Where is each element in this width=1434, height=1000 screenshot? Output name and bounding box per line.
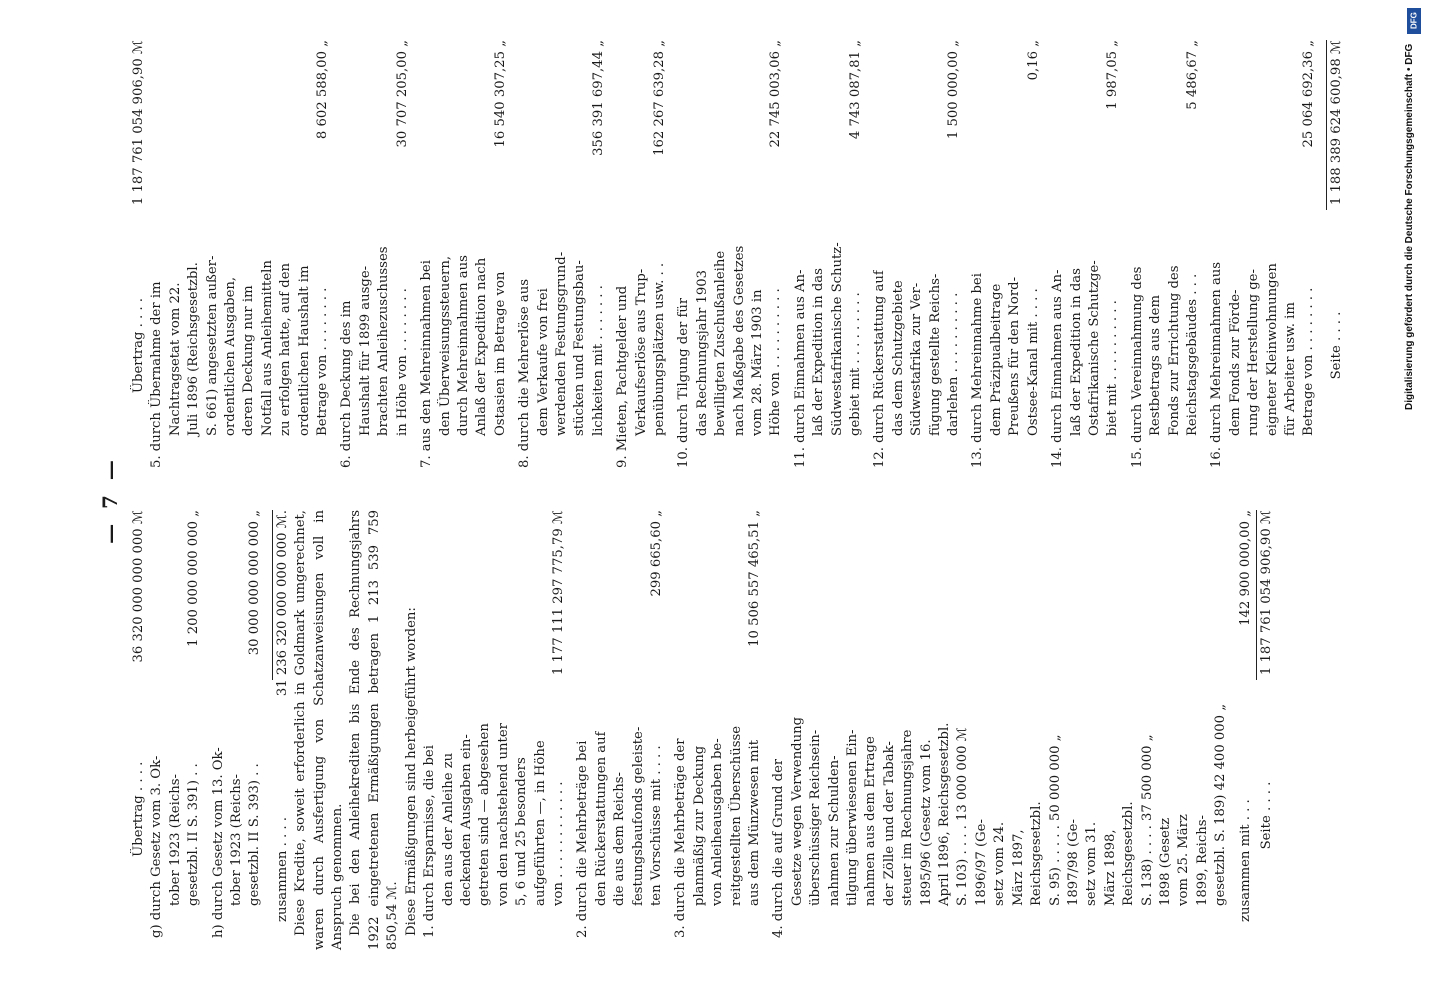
paragraph-caused-by: Diese Ermäßigungen sind herbeigeführt worden:: [403, 607, 419, 936]
paragraph-credits: Diese Kredite, soweit erforderlich in Goldmark umgerechnet, waren durch Ausfertigung von Schatzanweisungen voll in Anspruch genommen.: [293, 510, 346, 950]
entry-text: nach Maßgabe des Gesetzes: [731, 245, 747, 436]
list-item-4: [770, 510, 1236, 950]
entry-value: 8 602 588,00 „: [315, 40, 331, 140]
entry-line: [553, 40, 571, 480]
entry-text: Ostafrikanische Schutzge-: [1086, 260, 1102, 436]
dfg-notice: Digitalisierung gefördert durch die Deutsche Forschungsgemeinschaft • DFG: [1404, 44, 1415, 411]
entry-text: laß der Expedition in das: [811, 268, 827, 436]
entry-text: Nachtragsetat vom 22.: [167, 282, 183, 436]
right-carry-line: [130, 40, 148, 480]
together2-label: zusammen mit . . .: [1237, 799, 1253, 922]
entry-text: das Rechnungsjahr 1903: [694, 269, 710, 436]
entry-line: [1120, 510, 1138, 950]
entry-line: [1166, 40, 1184, 480]
entry-text: 1896/97 (Ge-: [973, 819, 989, 906]
entry-line: [918, 510, 936, 950]
entry-text: 4. durch die auf Grund der: [771, 758, 787, 938]
entry-line: [807, 510, 825, 950]
entry-line: [495, 510, 513, 950]
entry-value: 299 665,60 „: [648, 510, 664, 597]
entry-text: 11. durch Einnahmen aus An-: [792, 269, 808, 468]
entry-line: [1175, 510, 1193, 950]
entry-line: [1282, 40, 1300, 480]
right-list-item: [871, 40, 969, 480]
entry-text: fügung gestellte Reichs-: [927, 273, 943, 436]
entry-line: [1049, 40, 1067, 480]
together-line: [274, 510, 292, 950]
entry-text: bewilligten Zuschußanleihe: [713, 250, 729, 436]
entry-value: 25 064 692,36 „: [1301, 40, 1317, 148]
entry-text: März 1897,: [1010, 829, 1026, 906]
entry-text: 1897/98 (Ge-: [1065, 819, 1081, 906]
entry-line: [1010, 510, 1028, 950]
list-item-2: [574, 510, 672, 950]
entry-line: [973, 510, 991, 950]
entry-text: nahmen zur Schulden-: [826, 755, 842, 906]
entry-text: 5. durch Übernahme der im: [149, 281, 165, 468]
page-total-label: Seite . . . .: [1258, 781, 1274, 850]
entry-line: [767, 40, 785, 480]
entry-line: [357, 40, 375, 480]
entry-line: [222, 40, 240, 480]
left-column: [130, 510, 1276, 950]
entry-line: [770, 510, 788, 950]
entry-text: rung der Herstellung ge-: [1246, 269, 1262, 436]
entry-line: [421, 510, 439, 950]
entry-value: 1 987,05 „: [1105, 40, 1121, 110]
entry-text: ordentlichen Ausgaben,: [223, 276, 239, 436]
entry-text: März 1898,: [1102, 829, 1118, 906]
entry-line: [847, 40, 865, 480]
right-list-item: [614, 40, 675, 480]
entry-line: [246, 510, 264, 950]
entry-text: aufgeführten —, in Höhe: [532, 740, 548, 906]
entry-line: [532, 510, 550, 950]
entry-text: setz vom 24.: [992, 821, 1008, 906]
entry-text: 1899, Reichs-: [1194, 815, 1210, 906]
entry-line: [148, 40, 166, 480]
entry-text: Südwestafrikanische Schutz-: [829, 242, 845, 436]
entry-line: [394, 40, 412, 480]
entry-line: [792, 40, 810, 480]
entry-text: g) durch Gesetz vom 3. Ok-: [149, 755, 165, 938]
dfg-sidebar: [1394, 0, 1434, 1000]
entry-text: Gesetze wegen Verwendung: [789, 716, 805, 906]
entry-text: penübungsplätzen usw. . .: [651, 262, 667, 436]
entry-text: tober 1923 (Reichs-: [167, 774, 183, 906]
right-page-total-value: 1 188 389 624 600,98 ℳ: [1328, 40, 1344, 206]
carry-value: 36 320 000 000 000 ℳ: [131, 510, 146, 663]
entry-line: [988, 40, 1006, 480]
entry-text: Reichstagsgebäudes . . .: [1184, 273, 1200, 436]
entry-line: [296, 40, 314, 480]
entry-line: [844, 510, 862, 950]
entry-text: getreten sind — abgesehen: [477, 723, 493, 906]
entry-text: gesetzbl. II S. 391) . .: [186, 763, 202, 906]
list-item-3: [672, 510, 770, 950]
entry-line: [535, 40, 553, 480]
entry-text: den Überweisungssteuern,: [437, 255, 453, 436]
entry-value: 10 506 557 465,51 „: [747, 510, 762, 647]
entry-value: 5 486,67 „: [1184, 40, 1200, 110]
entry-line: [936, 510, 954, 950]
entry-text: überschüssiger Reichsein-: [808, 729, 824, 906]
entry-line: [418, 40, 436, 480]
entry-line: [148, 510, 166, 950]
entry-text: deckenden Ausgaben ein-: [458, 734, 474, 906]
entry-line: [1083, 510, 1101, 950]
entry-line: [954, 510, 972, 950]
entry-text: gebiet mit . . . . . . . . .: [848, 292, 864, 436]
entry-line: [1104, 40, 1122, 480]
entry-text: deren Deckung nur im: [241, 285, 257, 436]
entry-text: biet mit . . . . . . . . . .: [1105, 300, 1121, 436]
entry-line: [899, 510, 917, 950]
carry-line: [130, 510, 148, 950]
entry-line: [513, 510, 531, 950]
entry-line: [228, 510, 246, 950]
entry-text: zu erfolgen hatte, auf den: [278, 262, 294, 436]
scanned-page: [50, 20, 1350, 980]
entry-line: [492, 40, 510, 480]
entry-line: [204, 40, 222, 480]
entry-line: [672, 510, 690, 950]
right-list-item: [1129, 40, 1209, 480]
together-label: zusammen . . . .: [274, 817, 290, 922]
entry-line: [1157, 510, 1175, 950]
entry-line: [871, 40, 889, 480]
entry-text: den aus der Anleihe zu: [440, 752, 456, 906]
entry-line: [829, 40, 847, 480]
entry-line: [516, 40, 534, 480]
entry-text: 6. durch Deckung des im: [339, 300, 355, 468]
entry-text: werdenden Festungsgrund-: [553, 251, 569, 436]
entry-value: 30 000 000 000 000 „: [247, 510, 263, 656]
entry-line: [614, 40, 632, 480]
entry-text: Ostasien im Betrage von: [492, 271, 508, 436]
entry-line: [789, 510, 807, 950]
entry-text: für Arbeiter usw. im: [1282, 302, 1298, 436]
entry-value: 1 177 111 297 775,79 ℳ: [550, 510, 566, 676]
entry-line: [694, 40, 712, 480]
together2-value: 142 900 000,00 „: [1237, 510, 1253, 626]
entry-text: April 1896, Reichsgesetzbl.: [937, 722, 953, 906]
entry-line: [473, 40, 491, 480]
entry-line: [550, 510, 568, 950]
entry-text: 1898 (Gesetz: [1157, 817, 1173, 906]
entry-text: 3. durch die Mehrbeträge der: [673, 738, 689, 938]
entry-text: planmäßig zur Deckung: [691, 745, 707, 906]
entry-text: laß der Expedition in das: [1068, 268, 1084, 436]
page-total-rule: [1256, 510, 1257, 680]
entry-text: durch Mehreinnahmen aus: [455, 255, 471, 436]
entry-text: Betrage von . . . . . . . .: [315, 287, 331, 436]
right-list-item: [1049, 40, 1129, 480]
entry-line: [1047, 510, 1065, 950]
entry-line: [1227, 40, 1245, 480]
entry-text: dem Präzipualbeitrage: [988, 283, 1004, 436]
entry-text: von Anleiheausgaben be-: [710, 738, 726, 906]
right-carry-label: Übertrag . . . .: [131, 298, 146, 394]
entry-value: 22 745 003,06 „: [768, 40, 784, 148]
sum-rule: [272, 510, 273, 680]
entry-value: 4 743 087,81 „: [848, 40, 864, 140]
page-total-line: [1258, 510, 1276, 950]
entry-text: Verkaufserlöse aus Trup-: [633, 268, 649, 436]
entry-text: festungsbaufonds geleiste-: [630, 726, 646, 906]
right-carry-value: 1 187 761 054 906,90 ℳ: [131, 40, 146, 206]
entry-line: [881, 510, 899, 950]
list-item-1: [421, 510, 574, 950]
entry-text: der Zölle und der Tabak-: [881, 741, 897, 906]
entry-line: [1129, 40, 1147, 480]
entry-line: [651, 40, 669, 480]
entry-text: Ostsee-Kanal mit . . . .: [1025, 288, 1041, 436]
entry-line: [240, 40, 258, 480]
entry-line: [709, 510, 727, 950]
entry-text: gesetzbl. II S. 393) . .: [247, 763, 263, 906]
entry-value: 162 267 639,28 „: [651, 40, 667, 156]
entry-text: brachten Anleihezuschusses: [376, 246, 392, 436]
entry-line: [1139, 510, 1157, 950]
entry-line: [969, 40, 987, 480]
entry-text: S. 95) . . . . . 50 000 000 „: [1047, 734, 1063, 906]
right-list-item: [1208, 40, 1324, 480]
entry-text: das dem Schutzgebiete: [890, 280, 906, 436]
entry-text: den Rückerstattungen auf: [593, 731, 609, 906]
entry-text: Fonds zur Errichtung des: [1166, 265, 1182, 436]
entry-line: [691, 510, 709, 950]
entry-line: [1102, 510, 1120, 950]
entry-line: [862, 510, 880, 950]
entry-line: [731, 40, 749, 480]
entry-line: [633, 40, 651, 480]
entry-line: [167, 510, 185, 950]
entry-line: [1068, 40, 1086, 480]
right-total-rule: [1326, 40, 1327, 210]
entry-line: [277, 40, 295, 480]
entry-line: [375, 40, 393, 480]
entry-text: Notfall aus Anleihemitteln: [259, 260, 275, 436]
entry-line: [1086, 40, 1104, 480]
entry-text: Juli 1896 (Reichsgesetzbl.: [186, 262, 202, 436]
page-total-value: 1 187 761 054 906,90 ℳ: [1258, 510, 1274, 676]
entry-line: [746, 510, 764, 950]
entry-line: [927, 40, 945, 480]
entry-line: [1300, 40, 1318, 480]
entry-text: tober 1923 (Reichs-: [229, 774, 245, 906]
entry-text: h) durch Gesetz vom 13. Ok-: [210, 747, 226, 938]
entry-line: [611, 510, 629, 950]
entry-line: [167, 40, 185, 480]
entry-text: von . . . . . . . . . . . .: [550, 781, 566, 906]
right-list-item: [338, 40, 418, 480]
entry-line: [826, 510, 844, 950]
entry-text: Restbetrags aus dem: [1148, 295, 1164, 436]
entry-text: setz vom 31.: [1084, 821, 1100, 906]
entry-text: 5, 6 und 25 besonders: [514, 757, 530, 906]
entry-line: [712, 40, 730, 480]
entry-line: [185, 510, 203, 950]
entry-line: [1184, 40, 1202, 480]
entry-line: [890, 40, 908, 480]
dfg-logo: DFG: [1407, 8, 1421, 34]
entry-text: vom 28. März 1903 in: [750, 289, 765, 436]
entry-line: [749, 40, 767, 480]
entry-text: Reichsgesetzbl.: [1029, 801, 1045, 906]
entry-h: [210, 510, 271, 950]
entry-text: 2. durch die Mehrbeträge bei: [575, 740, 591, 938]
entry-text: ten Vorschüsse mit . . . .: [648, 745, 664, 906]
entry-line: [1245, 40, 1263, 480]
entry-line: [1025, 40, 1043, 480]
entry-text: aus dem Münzwesen mit: [747, 739, 762, 906]
entry-value: 30 707 205,00 „: [394, 40, 410, 148]
together2-line: [1237, 510, 1255, 950]
entry-text: Haushalt für 1899 ausge-: [357, 265, 373, 436]
entry-line: [991, 510, 1009, 950]
entry-text: 10. durch Tilgung der für: [676, 297, 692, 468]
entry-text: dem Verkaufe von frei: [535, 288, 551, 436]
right-list-item: [418, 40, 516, 480]
entry-line: [210, 510, 228, 950]
entry-value: 0,16 „: [1025, 40, 1041, 81]
entry-text: in Höhe von . . . . . . . .: [394, 288, 410, 436]
entry-line: [458, 510, 476, 950]
right-list-item: [969, 40, 1049, 480]
entry-text: Südwestafrika zur Ver-: [909, 282, 925, 436]
entry-line: [338, 40, 356, 480]
entry-line: [437, 40, 455, 480]
page-number: — 7 —: [98, 456, 122, 544]
entry-value: 1 200 000 000 000 „: [186, 510, 202, 647]
entry-text: 7. aus den Mehreinnahmen bei: [419, 260, 435, 468]
entry-text: ordentlichen Haushalt im: [296, 265, 312, 436]
entry-line: [185, 40, 203, 480]
entry-line: [728, 510, 746, 950]
entry-line: [476, 510, 494, 950]
entry-text: von den nachstehend unter: [495, 723, 511, 906]
right-page-total-label: Seite . . . .: [1328, 311, 1344, 380]
entry-text: S. 661) angesetzten außer-: [204, 255, 220, 436]
entry-text: 12. durch Rückerstattung auf: [872, 270, 888, 468]
entry-line: [314, 40, 332, 480]
entry-text: darlehen . . . . . . . . . .: [946, 292, 962, 436]
entry-g: [148, 510, 209, 950]
entry-line: [590, 40, 608, 480]
entry-line: [1006, 40, 1024, 480]
carry-label: Übertrag . . . .: [131, 761, 146, 857]
entry-text: vom 25. März: [1176, 814, 1192, 906]
entry-text: reitgestellten Überschüsse: [728, 725, 744, 906]
entry-line: [1147, 40, 1165, 480]
entry-line: [455, 40, 473, 480]
entry-text: die aus dem Reichs-: [612, 772, 628, 906]
entry-text: 15. durch Vereinnahmung des: [1129, 266, 1145, 468]
entry-text: stücken und Festungsbau-: [572, 260, 588, 436]
entry-text: eigneter Kleinwohnungen: [1264, 263, 1280, 436]
entry-line: [1208, 40, 1226, 480]
entry-text: steuer im Rechnungsjahre: [900, 729, 916, 906]
entry-value: 1 500 000,00 „: [946, 40, 962, 140]
entry-line: [810, 40, 828, 480]
entry-line: [593, 510, 611, 950]
entry-text: 1. durch Ersparnisse, die bei: [422, 745, 438, 938]
entry-text: Betrage von . . . . . . . .: [1301, 287, 1317, 436]
entry-text: 13. durch Mehreinnahme bei: [970, 273, 986, 468]
right-page-total-line: [1328, 40, 1346, 480]
entry-line: [908, 40, 926, 480]
paragraph-reductions: Die bei den Anleihekrediten bis Ende des Rechnungsjahrs 1922 eingetretenen Ermäßigungen betragen 1 213 539 759 850,54 ℳ.: [348, 510, 401, 950]
entry-line: [574, 510, 592, 950]
entry-line: [1194, 510, 1212, 950]
entry-text: Preußens für den Nord-: [1007, 276, 1023, 436]
entry-text: 14. durch Einnahmen aus An-: [1050, 269, 1066, 468]
entry-text: Anlaß der Expedition nach: [474, 257, 490, 436]
right-column: [130, 40, 1346, 480]
right-list-item: [792, 40, 872, 480]
entry-text: 16. durch Mehreinnahmen aus: [1209, 261, 1225, 468]
entry-text: dem Fonds zur Förde-: [1227, 289, 1243, 436]
entry-line: [648, 510, 666, 950]
together-value: 31 236 320 000 000 000 ℳ.: [274, 510, 290, 697]
right-item-list: [148, 40, 1324, 480]
right-list-item: [148, 40, 338, 480]
entry-text: lichkeiten mit . . . . . . .: [590, 285, 606, 436]
entry-value: 16 540 307,25 „: [492, 40, 508, 148]
entry-line: [675, 40, 693, 480]
entry-text: tilgung überwiesenen Ein-: [845, 729, 861, 906]
entry-text: Reichsgesetzbl.: [1121, 801, 1137, 906]
entry-value: 356 391 697,44 „: [590, 40, 606, 156]
entry-line: [630, 510, 648, 950]
right-list-item: [516, 40, 614, 480]
right-list-item: [675, 40, 791, 480]
entry-line: [1212, 510, 1230, 950]
entry-line: [945, 40, 963, 480]
entry-text: 1895/96 (Gesetz vom 16.: [918, 739, 934, 906]
entry-text: S. 138) . . . . 37 500 000 „: [1139, 734, 1155, 906]
entry-text: S. 103) . . . . 13 000 000 ℳ: [955, 727, 971, 906]
entry-text: 8. durch die Mehrerlöse aus: [517, 279, 533, 468]
entry-line: [1264, 40, 1282, 480]
entry-line: [1028, 510, 1046, 950]
entry-text: gesetzbl. S. 189) 42 400 000 „: [1213, 703, 1229, 906]
entry-line: [259, 40, 277, 480]
entry-text: Höhe von . . . . . . . . . .: [768, 288, 784, 436]
entry-text: 9. Mieten, Pachtgelder und: [615, 285, 631, 468]
entry-text: nahmen aus dem Ertrage: [863, 736, 879, 906]
entry-line: [571, 40, 589, 480]
entry-line: [1065, 510, 1083, 950]
entry-line: [440, 510, 458, 950]
